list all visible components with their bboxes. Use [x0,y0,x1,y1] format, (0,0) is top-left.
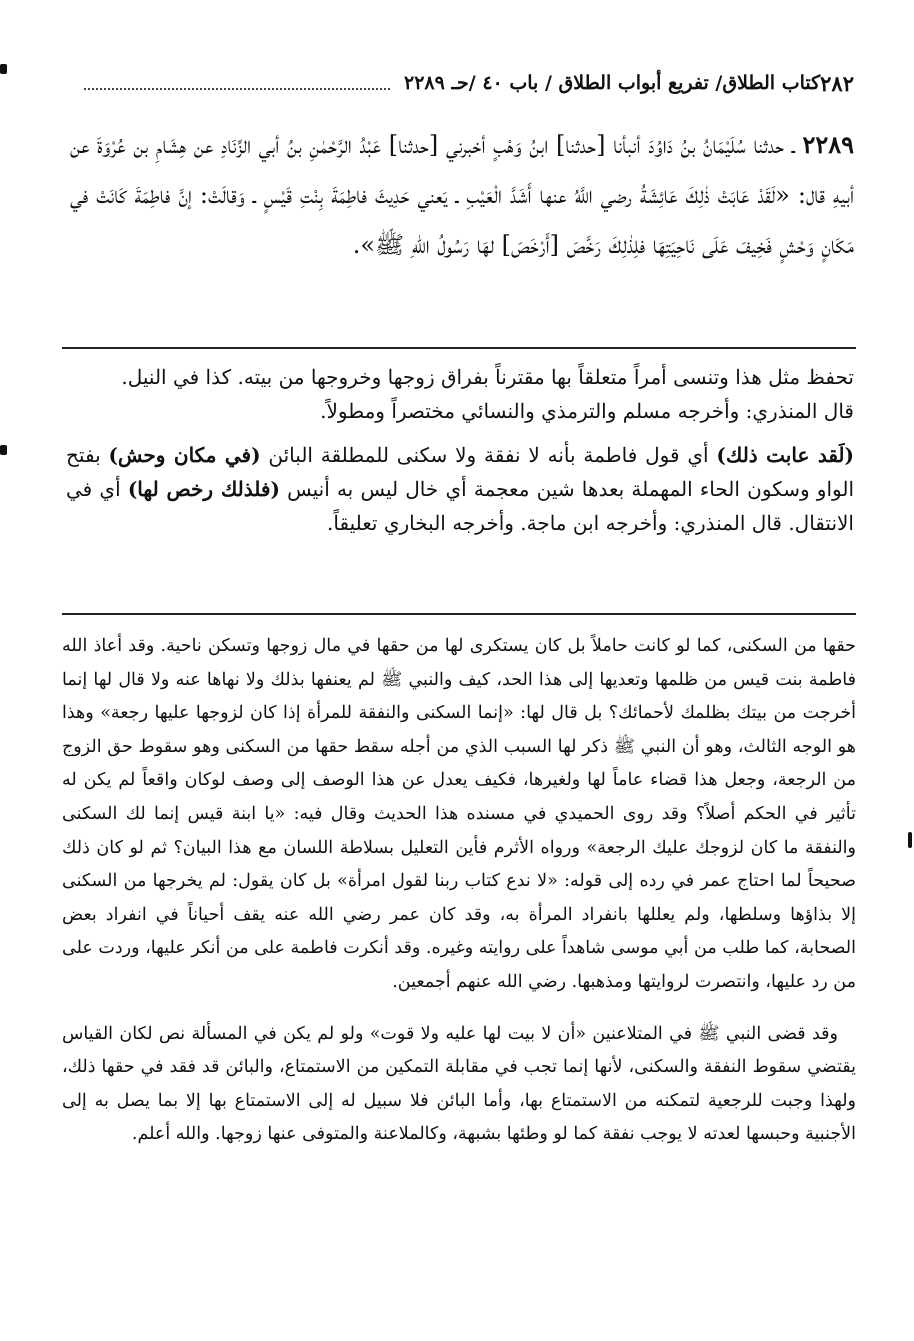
commentary-text: بفتح الواو وسكون الحاء المهملة بعدها شين معجمة أي خال ليس به أنيس [66,443,855,501]
running-header [70,68,854,98]
header-leader-dots [84,76,390,90]
header-hadith-ref: حـ ٢٢٨٩ [404,72,469,94]
footnote-paragraph: حقها من السكنى، كما لو كانت حاملاً بل كان يستكرى لها من حقها في مال زوجها وتسكن ناحية. وقد أعاذ الله فاطمة بنت قيس من ظلمها وتعديها إلى هذا الحد، كيف والنبي ﷺ لم يعنفها بذلك ولا نهاها عنه ولا قال لها إنما أخرجت من بيتك بظلمك لأحمائك؟ بل قال لها: «إنما السكنى والنفقة للمرأة إذا كان لزوجها عليها رجعة» وهذا هو الوجه الثالث، وهو أن النبي ﷺ ذكر لها السبب الذي من أجله سقط حقها من السكنى وهو سقوط حق الزوج من الرجعة، وجعل هذا قضاء عاماً لها ولغيرها، فكيف يعدل عن هذا الوصف إلى وصف لوكان واقعاً لم يكن له تأثير في الحكم أصلاً؟ وقد روى الحميدي في مسنده هذا الحديث وقال فيه: «يا ابنة قيس إنما لك السكنى والنفقة ما كان لزوجك عليك الرجعة» ورواه الأثرم فأين التعليل بسلاطة اللسان مع هذا البيان؟ ثم لو كان ذلك صحيحاً لما احتاج عمر في رده إلى قوله: «لا ندع كتاب ربنا لقول امرأة» بل كان يقول: لم يخرجها من السكنى إلا بذاؤها وسلطها، ولم يعللها بانفراد المرأة به، وقد كان عمر رضي الله عنه يقف أحياناً في انفراد بعض الصحابة، كما طلب من أبي موسى شاهداً على روايته وغيره. وقد أنكرت فاطمة على من أنكر عليها، وردت على من رد عليها، وانتصرت لروايتها ومذهبها. رضي الله عنهم أجمعين. [62,636,856,992]
margin-mark [0,445,7,455]
hadith-number: ٢٢٨٩ [802,130,854,159]
separator-line [62,347,856,349]
commentary-text: أي في الانتقال. قال المنذري: وأخرجه ابن ماجة. وأخرجه البخاري تعليقاً. [66,477,854,535]
commentary-line: قال المنذري: وأخرجه مسلم والترمذي والنسائي مختصراً ومطولاً. [320,399,854,423]
header-title: كتاب الطلاق/ تفريع أبواب الطلاق / باب ٤٠ / [468,72,821,94]
footnotes [62,630,856,1152]
lemma: (لَقد عابت ذلك) [716,443,854,467]
hadith-body: ـ حدثنا سُلَيْمَانُ بنُ دَاوُدَ أنبأنا [حدثنا] ابنُ وَهْبٍ أخبرني [حدثنا] عَبْدُ الرَّحْمٰنِ بنُ أبي الزِّنَادِ عن هِشَامِ بن عُرْوَةَ عن أبيهِ قال: «لَقَدْ عَابَتْ ذٰلِكَ عَائِشَةُ رضي اللَّهُ عنها أَشَدَّ الْعَيْبِ ـ يَعني حَدِيثَ فاطِمَةَ بِنْتِ قَيْسٍ ـ وَقالَتْ: إنَّ فاطِمَةَ كَانَتْ في مَكَانٍ وَحْشٍ فَخِيفَ عَلَى نَاحِيَتِهَا فلِذٰلِكَ رَخَّصَ [أَرْخَصَ] لهَا رَسُولُ اللّٰهِ ﷺ». [70,131,854,259]
commentary-line: تحفظ مثل هذا وتنسى أمراً متعلقاً بها مقترناً بفراق زوجها وخروجها من بيته. كذا في النيل. [121,365,854,389]
separator-line [62,613,856,615]
lemma: (فلذلك رخص لها) [127,477,280,501]
margin-mark [0,64,7,74]
footnote-paragraph: وقد قضى النبي ﷺ في المتلاعنين «أن لا بيت لها عليه ولا قوت» ولو لم يكن في المسألة نص لكان القياس يقتضي سقوط النفقة والسكنى، لأنها إنما تجب في مقابلة التمكين من الاستمتاع، والبائن قد فقد في حقها ذلك، ولهذا وجبت للرجعية لتمكنه من الاستمتاع بها، وأما البائن فلا سبيل له إلى الاستمتاع بها إلا بما يصل به إلى الأجنبية وحبسها لعدته لا يوجب نفقة كما لو وطئها بشبهة، وكالملاعنة والمتوفى عنها زوجها. والله أعلم. [62,1023,856,1145]
commentary [66,360,854,540]
hadith-text [70,120,854,270]
margin-mark [908,832,912,848]
commentary-text: أي قول فاطمة بأنه لا نفقة ولا سكنى للمطلقة البائن [260,443,717,467]
lemma: (في مكان وحش) [108,443,261,467]
commentary-paragraph [66,438,854,540]
page-number: ٢٨٢ [820,70,854,96]
